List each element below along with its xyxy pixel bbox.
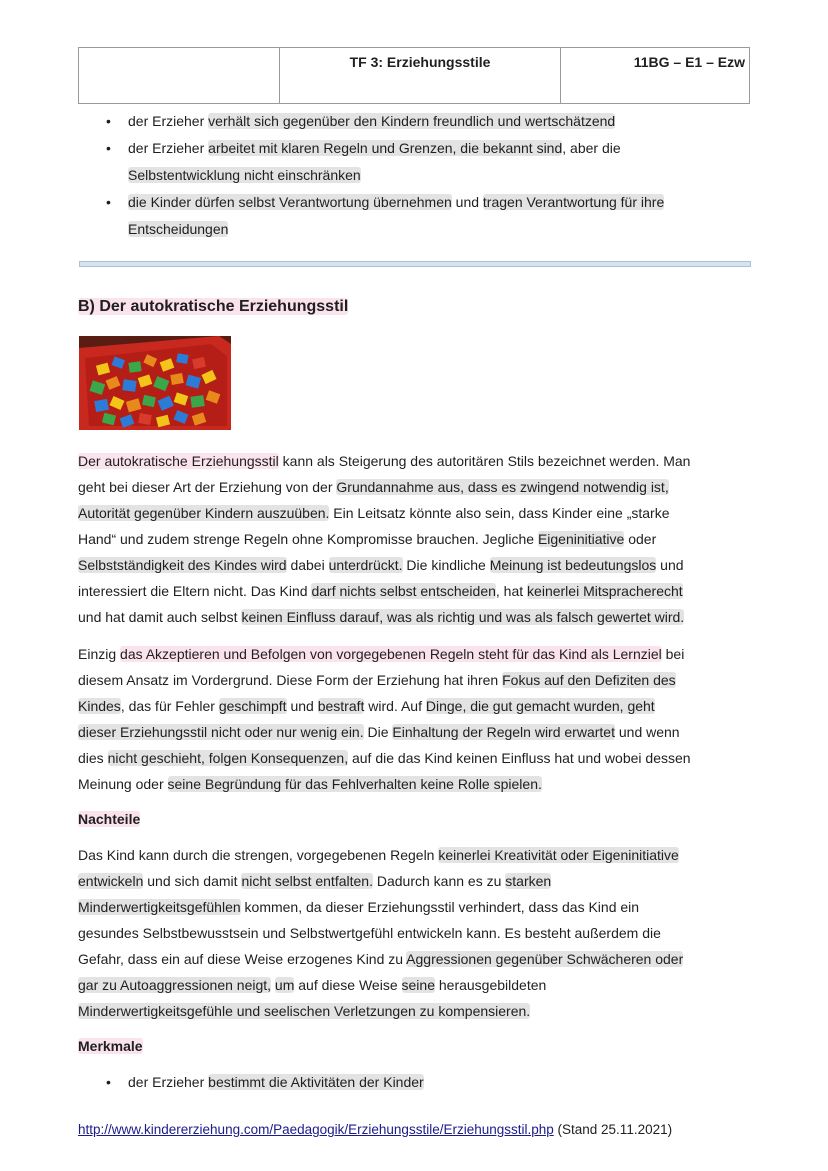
bullet-icon: • xyxy=(106,140,111,156)
merkmale-bullet-list xyxy=(78,1069,750,1096)
list-item: • die Kinder dürfen selbst Verantwortung übernehmen und tragen Verantwortung für ihre Entscheidungen xyxy=(78,189,750,243)
header-left-cell xyxy=(79,48,280,104)
section-divider xyxy=(79,261,751,267)
list-item: • der Erzieher bestimmt die Aktivitäten der Kinder xyxy=(78,1069,750,1096)
bullet-icon: • xyxy=(106,1074,111,1090)
mosaic-tiles-icon xyxy=(79,336,231,430)
nachteile-heading: Nachteile xyxy=(78,811,141,827)
mosaic-tiles-image xyxy=(79,336,231,430)
top-bullet-list xyxy=(78,108,750,243)
paragraph-lernziel: Einzig das Akzeptieren und Befolgen von vorgegebenen Regeln steht für das Kind als Lernziel bei diesem Ansatz im Vordergrund. Diese Form der Erziehung hat ihren Fokus auf den Defiziten des Kindes, das für Fehler geschimpft und bestraft wird. Auf Dinge, die gut gemacht wurden, geht dieser Erziehungsstil nicht oder nur wenig ein. Die Einhaltung der Regeln wird erwartet und wenn dies nicht geschieht, folgen Konsequenzen, auf die das Kind keinen Einfluss hat und wobei dessen Meinung oder seine Begründung für das Fehlverhalten keine Rolle spielen. xyxy=(78,646,691,792)
highlight: Selbstentwicklung nicht einschränken xyxy=(128,167,361,183)
source-link[interactable]: http://www.kindererziehung.com/Paedagogik/Erziehungsstile/Erziehungsstil.php xyxy=(78,1122,554,1137)
source-date: (Stand 25.11.2021) xyxy=(553,1122,673,1137)
source-footer xyxy=(78,1122,672,1137)
highlight: die Kinder dürfen selbst Verantwortung übernehmen xyxy=(128,194,452,210)
highlight: bestimmt die Aktivitäten der Kinder xyxy=(208,1074,424,1090)
highlight: tragen Verantwortung für ihre xyxy=(482,194,665,210)
highlight: Entscheidungen xyxy=(128,221,229,237)
highlight: arbeitet mit klaren Regeln und Grenzen, die bekannt sind xyxy=(208,140,563,156)
header-table xyxy=(78,47,750,104)
section-title: B) Der autokratische Erziehungsstil xyxy=(78,298,349,315)
highlight: verhält sich gegenüber den Kindern freundlich und wertschätzend xyxy=(208,113,616,129)
header-title: TF 3: Erziehungsstile xyxy=(280,48,561,104)
bullet-icon: • xyxy=(106,194,111,210)
paragraph-intro: Der autokratische Erziehungsstil kann als Steigerung des autoritären Stils bezeichnet werden. Man geht bei dieser Art der Erziehung von der Grundannahme aus, dass es zwingend notwendig ist, Autorität gegenüber Kindern auszuüben. Ein Leitsatz könnte also sein, dass Kinder eine „starke Hand“ und zudem strenge Regeln ohne Kompromisse brauchen. Jegliche Eigeninitiative oder Selbstständigkeit des Kindes wird dabei unterdrückt. Die kindliche Meinung ist bedeutungslos und interessiert die Eltern nicht. Das Kind darf nichts selbst entscheiden, hat keinerlei Mitspracherecht und hat damit auch selbst keinen Einfluss darauf, was als richtig und was als falsch gewertet wird. xyxy=(78,453,691,625)
header-code: 11BG – E1 – Ezw xyxy=(561,48,750,104)
paragraph-nachteile: Das Kind kann durch die strengen, vorgegebenen Regeln keinerlei Kreativität oder Eigeninitiative entwickeln und sich damit nicht selbst entfalten. Dadurch kann es zu starken Minderwertigkeitsgefühlen kommen, da dieser Erziehungsstil verhindert, dass das Kind ein gesundes Selbstbewusstsein und Selbstwertgefühl entwickeln kann. Es besteht außerdem die Gefahr, dass ein auf diese Weise erzogenes Kind zu Aggressionen gegenüber Schwächeren oder gar zu Autoaggressionen neigt, um auf diese Weise seine herausgebildeten Minderwertigkeitsgefühle und seelischen Verletzungen zu kompensieren. xyxy=(78,847,684,1019)
list-item: • der Erzieher verhält sich gegenüber den Kindern freundlich und wertschätzend xyxy=(78,108,750,135)
list-item: • der Erzieher arbeitet mit klaren Regeln und Grenzen, die bekannt sind, aber die Selbstentwicklung nicht einschränken xyxy=(78,135,750,189)
merkmale-heading: Merkmale xyxy=(78,1038,143,1054)
bullet-icon: • xyxy=(106,113,111,129)
